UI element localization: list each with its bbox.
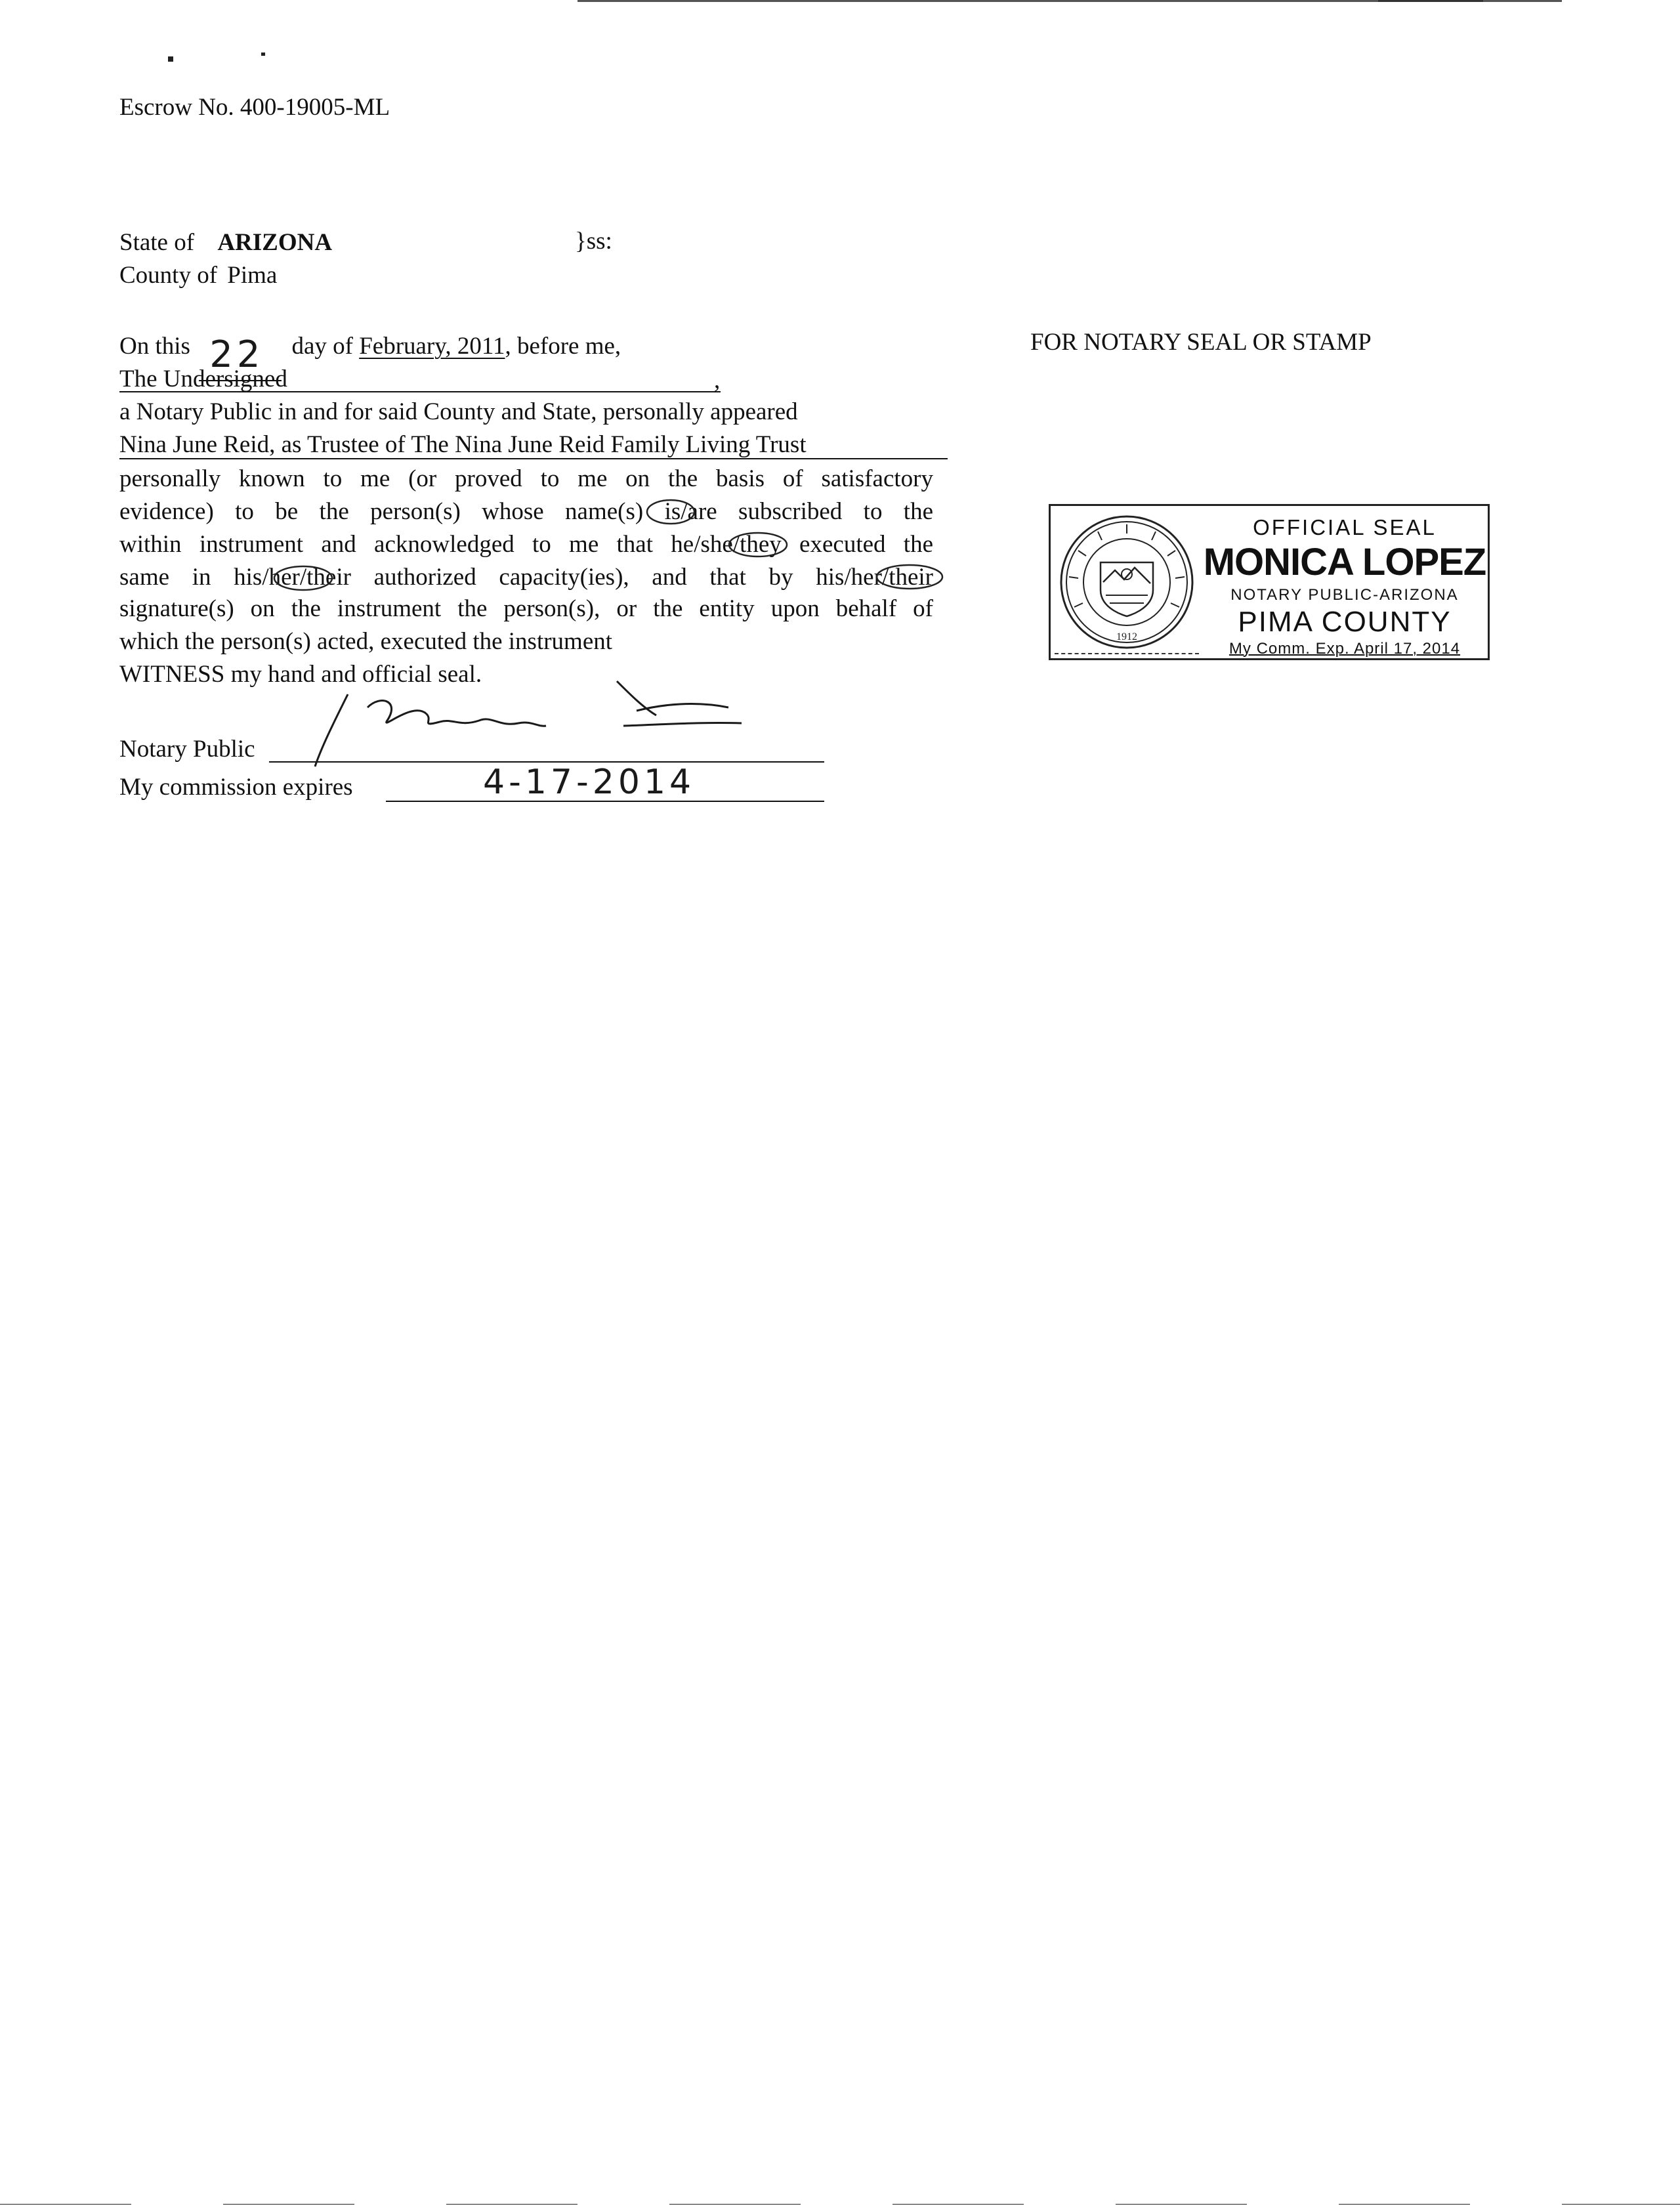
- stamp-expiration: My Comm. Exp. April 17, 2014: [1228, 640, 1461, 658]
- stamp-area-label: FOR NOTARY SEAL OR STAMP: [1030, 329, 1372, 356]
- body-line-1: personally known to me (or proved to me on the basis of satisfactory: [119, 465, 933, 492]
- stamp-subtitle: NOTARY PUBLIC-ARIZONA: [1230, 586, 1459, 604]
- county-value: Pima: [227, 262, 278, 289]
- ss-mark: }ss:: [575, 228, 612, 255]
- commission-date-handwritten: 4-17-2014: [483, 763, 696, 802]
- notary-appearance-line: a Notary Public in and for said County and State, personally appeared: [119, 398, 798, 425]
- body-line-4: same in his/her/their authorized capacity(ies), and that by his/her/their: [119, 564, 933, 591]
- witness-line: WITNESS my hand and official seal.: [119, 661, 482, 688]
- escrow-number: Escrow No. 400-19005-ML: [119, 94, 390, 121]
- on-this-label: On this: [119, 333, 190, 360]
- state-value: ARIZONA: [217, 229, 333, 256]
- stamp-county: PIMA COUNTY: [1238, 606, 1452, 638]
- officer-name: The Undersigned: [119, 366, 287, 392]
- month-year: February, 2011: [359, 333, 505, 360]
- stamp-notary-name: MONICA LOPEZ: [1203, 541, 1486, 583]
- body-line-2: evidence) to be the person(s) whose name(s) is/are subscribed to the: [119, 498, 933, 525]
- seal-year: 1912: [1116, 631, 1137, 642]
- notary-signature: [308, 675, 768, 773]
- commission-label: My commission expires: [119, 774, 353, 801]
- officer-comma: ,: [714, 367, 721, 394]
- day-of-label: day of: [291, 333, 353, 360]
- state-label: State of: [119, 229, 195, 256]
- before-me-label: , before me,: [505, 333, 621, 360]
- state-seal-icon: [1057, 511, 1196, 654]
- body-line-5: signature(s) on the instrument the person(s), or the entity upon behalf of: [119, 595, 933, 622]
- body-line-6: which the person(s) acted, executed the instrument: [119, 628, 613, 655]
- stamp-title: OFFICIAL SEAL: [1253, 515, 1437, 539]
- day-handwritten: 22: [209, 333, 264, 376]
- county-label: County of: [119, 262, 218, 289]
- appeared-name: Nina June Reid, as Trustee of The Nina June Reid Family Living Trust: [119, 431, 807, 458]
- stamp-dashed-edge: [1055, 653, 1199, 654]
- body-line-3: within instrument and acknowledged to me that he/she/they executed the: [119, 531, 933, 558]
- notary-public-label: Notary Public: [119, 736, 255, 763]
- notary-stamp: [1049, 504, 1490, 660]
